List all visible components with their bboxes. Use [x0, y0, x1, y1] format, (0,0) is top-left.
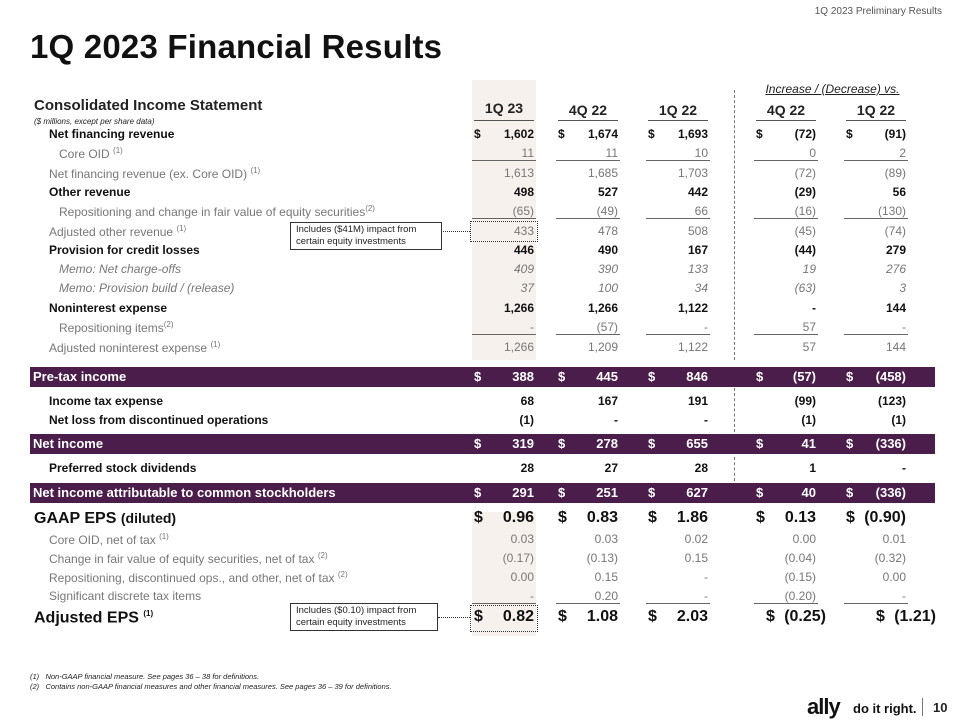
cell-vs-4q22: 57 — [802, 320, 816, 334]
cell-vs-1q22: (458) — [875, 369, 906, 384]
row-pretax-income — [30, 367, 935, 387]
cell-1q23: - — [530, 320, 534, 334]
cell-1q23: (0.17) — [502, 551, 534, 565]
cell-1q22: - — [704, 570, 708, 584]
cell-4q22: 1.08 — [586, 608, 618, 625]
highlight-box — [470, 605, 538, 632]
statement-title: Consolidated Income Statement — [34, 97, 263, 114]
row-memo-provision-build — [30, 279, 935, 298]
currency-symbol: $ — [846, 509, 855, 526]
cell-1q22: - — [704, 320, 708, 334]
cell-vs-1q22: (1) — [891, 413, 906, 427]
currency-symbol: $ — [474, 509, 483, 526]
currency-symbol: $ — [846, 436, 854, 451]
currency-symbol: $ — [558, 436, 566, 451]
column-header-4q22: 4Q 22 — [568, 102, 608, 118]
cell-1q23: 446 — [513, 243, 534, 257]
cell-vs-4q22: (16) — [794, 204, 816, 218]
cell-vs-1q22: 0.00 — [882, 570, 906, 584]
currency-symbol: $ — [474, 127, 481, 141]
footnote-ref: (1) — [113, 146, 123, 155]
cell-4q22: 490 — [597, 243, 618, 257]
cell-vs-1q22: (336) — [875, 485, 906, 500]
row-change-fair-value-net-tax — [30, 549, 935, 568]
cell-1q23: 37 — [520, 281, 534, 295]
currency-symbol: $ — [648, 436, 656, 451]
footnote-1 — [30, 672, 259, 681]
cell-1q23: (1) — [519, 413, 534, 427]
cell-1q23: - — [530, 589, 534, 603]
cell-vs-1q22: 0.01 — [882, 532, 906, 546]
row-net-income-common — [30, 483, 935, 503]
cell-4q22: 527 — [597, 185, 618, 199]
currency-symbol: $ — [756, 436, 764, 451]
cell-4q22: 167 — [597, 394, 618, 408]
row-label: Net income attributable to common stockholders — [33, 485, 336, 500]
row-core-oid-net-tax — [30, 530, 935, 549]
cell-1q23: 409 — [513, 262, 534, 276]
cell-4q22: 1,266 — [587, 301, 618, 315]
header-underline — [558, 120, 618, 121]
cell-vs-1q22: - — [902, 320, 906, 334]
row-label-suffix: (diluted) — [120, 510, 177, 526]
currency-symbol: $ — [756, 369, 764, 384]
ally-logo: ally — [807, 694, 840, 719]
cell-vs-4q22: 0 — [809, 146, 816, 160]
cell-vs-1q22: 279 — [885, 243, 906, 257]
cell-1q22: 34 — [694, 281, 708, 295]
row-adjusted-noninterest-expense — [30, 338, 935, 357]
cell-vs-1q22: 276 — [885, 262, 906, 276]
cell-1q23: 1,266 — [503, 301, 534, 315]
cell-vs-1q22: (91) — [884, 127, 906, 141]
page-number: 10 — [933, 700, 948, 715]
cell-1q22: 10 — [694, 146, 708, 160]
footnote-ref: (2) — [365, 204, 375, 213]
cell-vs-4q22: (45) — [794, 224, 816, 238]
currency-symbol: $ — [756, 485, 764, 500]
cell-1q22: 28 — [694, 461, 708, 475]
currency-symbol: $ — [846, 127, 853, 141]
row-label: Change in fair value of equity securities, net of tax — [49, 552, 315, 566]
cell-vs-4q22: (72) — [794, 127, 816, 141]
row-discontinued-operations — [30, 411, 935, 430]
currency-symbol: $ — [558, 509, 567, 526]
cell-1q23: 433 — [513, 224, 534, 238]
callout-eps-impact: Includes ($0.10) impact from certain equity investments — [290, 603, 438, 631]
footnote-2 — [30, 682, 392, 691]
currency-symbol: $ — [766, 608, 775, 625]
cell-1q23: 28 — [520, 461, 534, 475]
cell-1q23: 0.82 — [502, 608, 534, 625]
row-label: Memo: Net charge-offs — [59, 262, 182, 276]
cell-1q22: 627 — [686, 485, 708, 500]
row-label: Core OID — [59, 147, 110, 161]
cell-1q23: (65) — [512, 204, 534, 218]
header-underline — [756, 120, 816, 121]
header-underline — [648, 120, 708, 121]
cell-4q22: 0.20 — [594, 589, 618, 603]
column-header-1q23: 1Q 23 — [484, 100, 524, 116]
cell-1q23: 0.03 — [510, 532, 534, 546]
row-label: GAAP EPS — [34, 510, 117, 527]
cell-4q22: 0.15 — [594, 570, 618, 584]
cell-4q22: 445 — [596, 369, 618, 384]
cell-vs-1q22: (336) — [875, 436, 906, 451]
report-label: 1Q 2023 Preliminary Results — [814, 6, 942, 17]
cell-1q22: 1,693 — [677, 127, 708, 141]
row-label: Net financing revenue — [49, 127, 175, 141]
cell-vs-1q22: 3 — [899, 281, 906, 295]
cell-vs-1q22: (74) — [884, 224, 906, 238]
footer-divider — [922, 698, 923, 716]
row-label: Provision for credit losses — [49, 243, 200, 257]
footnote-text: Non-GAAP financial measure. See pages 36 – 38 for definitions. — [45, 672, 260, 681]
cell-vs-1q22: 144 — [885, 301, 906, 315]
cell-4q22: 251 — [596, 485, 618, 500]
currency-symbol: $ — [648, 127, 655, 141]
cell-1q22: - — [704, 413, 708, 427]
row-label: Net income — [33, 436, 104, 451]
cell-4q22: 27 — [604, 461, 618, 475]
cell-vs-1q22: (130) — [877, 204, 906, 218]
cell-4q22: 478 — [597, 224, 618, 238]
currency-symbol: $ — [648, 608, 657, 625]
currency-symbol: $ — [648, 369, 656, 384]
cell-1q22: 0.15 — [684, 551, 708, 565]
cell-vs-4q22: (0.15) — [784, 570, 816, 584]
cell-4q22: 278 — [596, 436, 618, 451]
cell-vs-1q22: 144 — [885, 340, 906, 354]
cell-1q22: 846 — [686, 369, 708, 384]
cell-vs-1q22: 2 — [899, 146, 906, 160]
currency-symbol: $ — [558, 485, 566, 500]
row-repositioning-net-tax — [30, 568, 935, 587]
cell-1q23: 1,602 — [503, 127, 534, 141]
currency-symbol: $ — [846, 369, 854, 384]
row-core-oid — [30, 144, 935, 163]
footnote-ref: (2) — [317, 551, 328, 560]
cell-1q22: 1.86 — [676, 509, 708, 526]
cell-1q22: 1,703 — [677, 166, 708, 180]
cell-1q22: 508 — [687, 224, 708, 238]
cell-vs-1q22: (0.90) — [864, 509, 906, 526]
row-memo-charge-offs — [30, 260, 935, 279]
cell-vs-4q22: 40 — [801, 485, 816, 500]
cell-1q22: 0.02 — [684, 532, 708, 546]
row-label: Preferred stock dividends — [49, 461, 197, 475]
currency-symbol: $ — [474, 436, 482, 451]
row-gaap-eps — [30, 508, 935, 532]
cell-1q23: 0.96 — [502, 509, 534, 526]
column-header-vs-4q22: 4Q 22 — [766, 102, 806, 118]
currency-symbol: $ — [474, 369, 482, 384]
row-provision — [30, 241, 935, 260]
cell-1q23: 1,613 — [503, 166, 534, 180]
cell-4q22: 100 — [597, 281, 618, 295]
cell-1q22: 191 — [687, 394, 708, 408]
cell-4q22: 11 — [605, 146, 618, 160]
currency-symbol: $ — [648, 509, 657, 526]
highlight-box — [470, 221, 538, 242]
row-repositioning-fair-value — [30, 202, 935, 221]
cell-1q22: 655 — [686, 436, 708, 451]
cell-4q22: (57) — [596, 320, 618, 334]
currency-symbol: $ — [648, 485, 656, 500]
row-label: Memo: Provision build / (release) — [59, 281, 235, 295]
row-label: Other revenue — [49, 185, 131, 199]
cell-1q22: 66 — [694, 204, 708, 218]
cell-4q22: 1,209 — [587, 340, 618, 354]
cell-4q22: 390 — [597, 262, 618, 276]
footnote-number: (1) — [30, 672, 40, 681]
row-label: Significant discrete tax items — [49, 589, 202, 603]
row-repositioning-items — [30, 318, 935, 337]
row-label: Adjusted noninterest expense — [49, 341, 208, 355]
cell-1q22: - — [704, 589, 708, 603]
cell-1q22: 2.03 — [676, 608, 708, 625]
cell-1q22: 167 — [687, 243, 708, 257]
row-label: Noninterest expense — [49, 301, 168, 315]
comparison-header: Increase / (Decrease) vs. — [765, 82, 900, 96]
column-header-vs-1q22: 1Q 22 — [856, 102, 896, 118]
cell-4q22: 0.83 — [586, 509, 618, 526]
cell-vs-4q22: (63) — [794, 281, 816, 295]
row-label: Adjusted EPS — [34, 609, 139, 627]
cell-vs-4q22: 1 — [809, 461, 816, 475]
cell-vs-1q22: (1.21) — [894, 608, 936, 625]
cell-vs-4q22: (44) — [794, 243, 816, 257]
cell-1q22: 1,122 — [677, 301, 708, 315]
currency-symbol: $ — [876, 608, 885, 625]
row-label: Repositioning items — [59, 321, 164, 335]
cell-1q23: 11 — [521, 146, 534, 160]
footnote-ref: (2) — [163, 320, 174, 329]
row-label: Pre-tax income — [33, 369, 127, 384]
cell-1q23: 1,266 — [503, 340, 534, 354]
currency-symbol: $ — [558, 127, 565, 141]
currency-symbol: $ — [558, 369, 566, 384]
cell-vs-4q22: 0.13 — [784, 509, 816, 526]
cell-4q22: (49) — [596, 204, 618, 218]
footnote-text: Contains non-GAAP financial measures and other financial measures. See pages 36 – 39 for definitions. — [45, 682, 392, 691]
cell-vs-4q22: 19 — [802, 262, 816, 276]
cell-vs-4q22: (29) — [794, 185, 816, 199]
header-underline — [474, 120, 534, 121]
callout-connector — [438, 617, 470, 618]
row-label: Repositioning, discontinued ops., and other, net of tax — [49, 571, 335, 585]
row-label: Net financing revenue (ex. Core OID) — [49, 167, 248, 181]
callout-equity-impact: Includes ($41M) impact from certain equity investments — [290, 222, 442, 250]
row-label: Core OID, net of tax — [49, 533, 156, 547]
row-label: Repositioning and change in fair value of equity securities — [59, 205, 366, 219]
footnote-ref: (1) — [143, 609, 154, 618]
row-other-revenue — [30, 183, 935, 202]
cell-1q22: 133 — [687, 262, 708, 276]
cell-vs-4q22: (72) — [794, 166, 816, 180]
row-discrete-tax-items — [30, 587, 935, 606]
statement-units: ($ millions, except per share data) — [34, 117, 155, 126]
cell-vs-1q22: (0.32) — [874, 551, 906, 565]
cell-vs-4q22: (0.04) — [784, 551, 816, 565]
cell-1q23: 498 — [513, 185, 534, 199]
cell-vs-1q22: 56 — [892, 185, 906, 199]
footnote-ref: (1) — [210, 340, 221, 349]
cell-vs-1q22: - — [902, 461, 906, 475]
cell-vs-1q22: (89) — [884, 166, 906, 180]
row-preferred-dividends — [30, 459, 935, 478]
footnote-ref: (1) — [176, 224, 187, 233]
cell-1q23: 291 — [512, 485, 534, 500]
cell-vs-1q22: (123) — [877, 394, 906, 408]
row-income-tax-expense — [30, 392, 935, 411]
currency-symbol: $ — [474, 608, 483, 625]
cell-vs-4q22: 41 — [801, 436, 816, 451]
row-net-financing-revenue — [30, 125, 935, 144]
cell-vs-1q22: - — [902, 589, 906, 603]
currency-symbol: $ — [474, 485, 482, 500]
cell-1q23: 319 — [512, 436, 534, 451]
header-underline — [846, 120, 906, 121]
cell-1q22: 442 — [687, 185, 708, 199]
cell-4q22: 1,674 — [587, 127, 618, 141]
cell-1q22: 1,122 — [677, 340, 708, 354]
cell-1q23: 388 — [512, 369, 534, 384]
cell-4q22: (0.13) — [586, 551, 618, 565]
currency-symbol: $ — [756, 509, 765, 526]
cell-vs-4q22: (0.20) — [784, 589, 816, 603]
column-header-1q22: 1Q 22 — [658, 102, 698, 118]
row-label: Income tax expense — [49, 394, 164, 408]
footnote-ref: (1) — [250, 166, 261, 175]
row-label: Adjusted other revenue — [49, 225, 174, 239]
currency-symbol: $ — [558, 608, 567, 625]
cell-4q22: 1,685 — [587, 166, 618, 180]
footnote-ref: (1) — [159, 532, 169, 541]
currency-symbol: $ — [846, 485, 854, 500]
row-noninterest-expense — [30, 299, 935, 318]
cell-1q23: 0.00 — [510, 570, 534, 584]
row-label: Net loss from discontinued operations — [49, 413, 269, 427]
cell-vs-4q22: - — [812, 301, 816, 315]
cell-vs-4q22: (0.25) — [784, 608, 826, 625]
cell-vs-4q22: (57) — [792, 369, 816, 384]
footnote-number: (2) — [30, 682, 40, 691]
cell-vs-4q22: (99) — [794, 394, 816, 408]
cell-vs-4q22: 57 — [802, 340, 816, 354]
currency-symbol: $ — [756, 127, 763, 141]
tagline: do it right. — [853, 701, 917, 716]
row-nfr-ex-core-oid — [30, 164, 935, 183]
cell-vs-4q22: 0.00 — [792, 532, 816, 546]
cell-vs-4q22: (1) — [801, 413, 816, 427]
cell-4q22: - — [614, 413, 618, 427]
cell-1q23: 68 — [520, 394, 534, 408]
footnote-ref: (2) — [337, 570, 348, 579]
row-net-income — [30, 434, 935, 454]
page-title: 1Q 2023 Financial Results — [30, 28, 443, 65]
callout-connector — [441, 231, 470, 232]
cell-4q22: 0.03 — [594, 532, 618, 546]
